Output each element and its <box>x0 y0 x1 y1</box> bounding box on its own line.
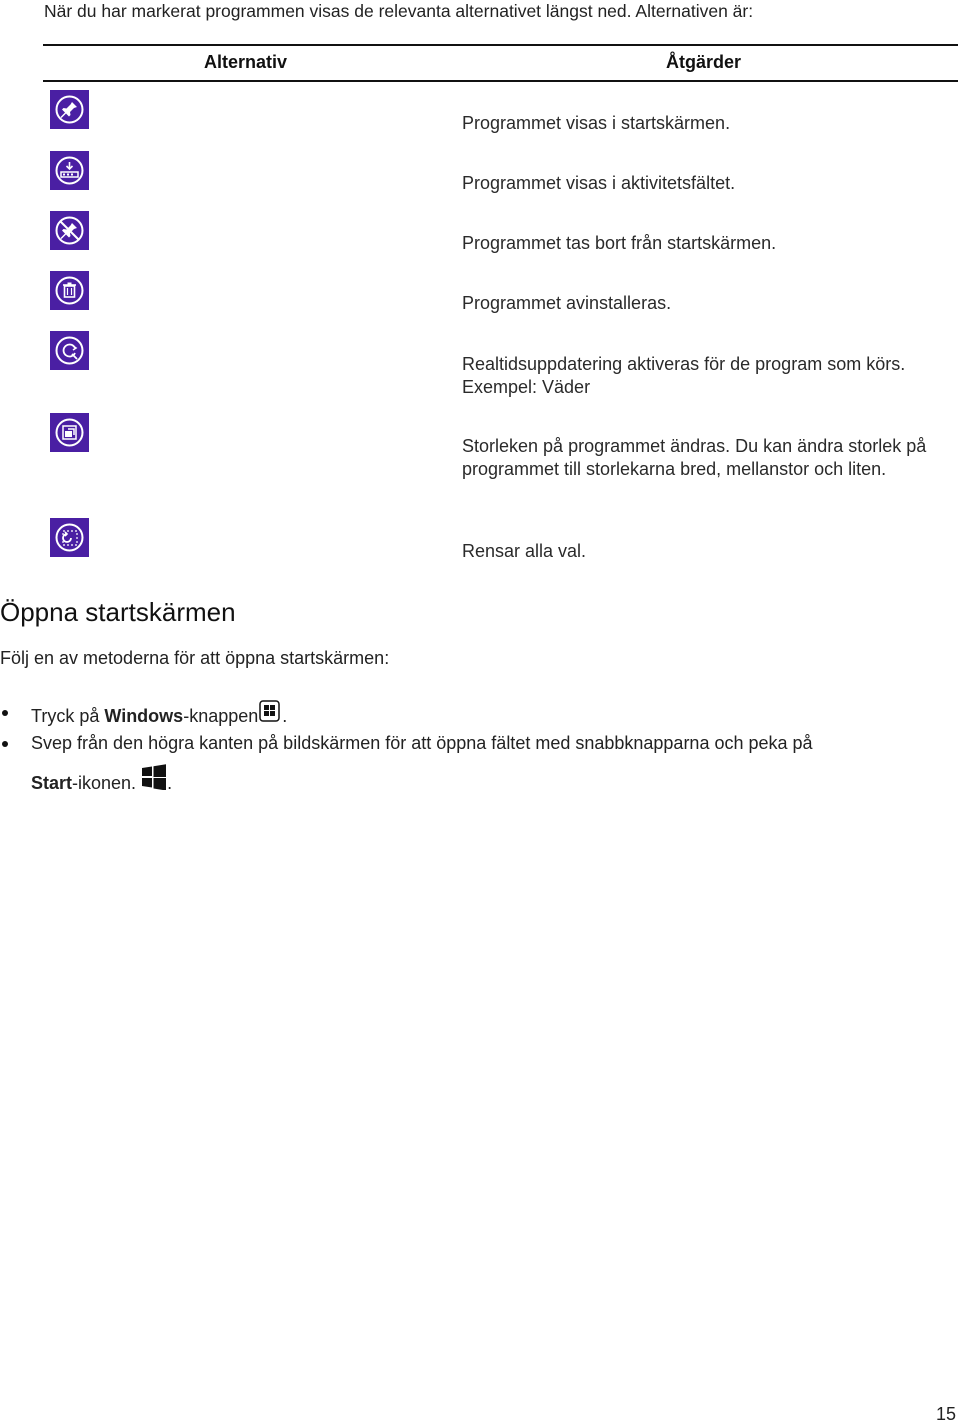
action-text-pin: Programmet visas i startskärmen. <box>462 113 731 133</box>
bullet-text: . <box>167 773 173 793</box>
bullet-windows-button <box>0 700 940 728</box>
pin-taskbar-icon <box>50 151 89 190</box>
bullet-dot <box>2 710 8 716</box>
action-text-resize: Storleken på programmet ändras. Du kan ändra storlek på programmet till storlekarna bred, mellanstor och liten. <box>462 436 927 479</box>
bullet-text: Svep från den högra kanten på bildskärmen för att öppna fältet med snabbknapparna och peka på <box>31 733 813 753</box>
column-header-alternative: Alternativ <box>204 52 288 72</box>
bullet-bold: Start <box>31 773 73 793</box>
pin-icon <box>50 90 89 129</box>
action-text-live-tile: Realtidsuppdatering aktiveras för de program som körs. Exempel: Väder <box>462 354 906 397</box>
page-number: 15 <box>935 1404 956 1424</box>
bullet-text: -ikonen. <box>72 773 137 793</box>
section-heading: Öppna startskärmen <box>0 597 236 627</box>
table-top-rule <box>43 44 958 46</box>
uninstall-icon <box>50 271 89 310</box>
windows-button-icon <box>258 700 282 730</box>
bullet-text: -knappen <box>183 706 259 726</box>
section-intro: Följ en av metoderna för att öppna startskärmen: <box>0 648 390 668</box>
bullet-swipe <box>0 731 940 791</box>
action-text-unpin: Programmet tas bort från startskärmen. <box>462 233 777 253</box>
unpin-icon <box>50 211 89 250</box>
bullet-bold: Windows <box>104 706 184 726</box>
bullet-text: . <box>282 706 288 726</box>
action-text-pin-taskbar: Programmet visas i aktivitetsfältet. <box>462 173 736 193</box>
bullet-dot <box>2 741 8 747</box>
column-header-actions: Åtgärder <box>666 52 742 72</box>
resize-icon <box>50 413 89 452</box>
bullet-text: Tryck på <box>31 706 105 726</box>
windows-logo-icon <box>141 764 167 796</box>
action-text-clear: Rensar alla val. <box>462 541 587 561</box>
action-text-uninstall: Programmet avinstalleras. <box>462 293 672 313</box>
live-tile-icon <box>50 331 89 370</box>
intro-text: När du har markerat programmen visas de relevanta alternativet längst ned. Alternativen är: <box>44 1 754 21</box>
table-header-rule <box>43 80 958 82</box>
clear-selection-icon <box>50 518 89 557</box>
